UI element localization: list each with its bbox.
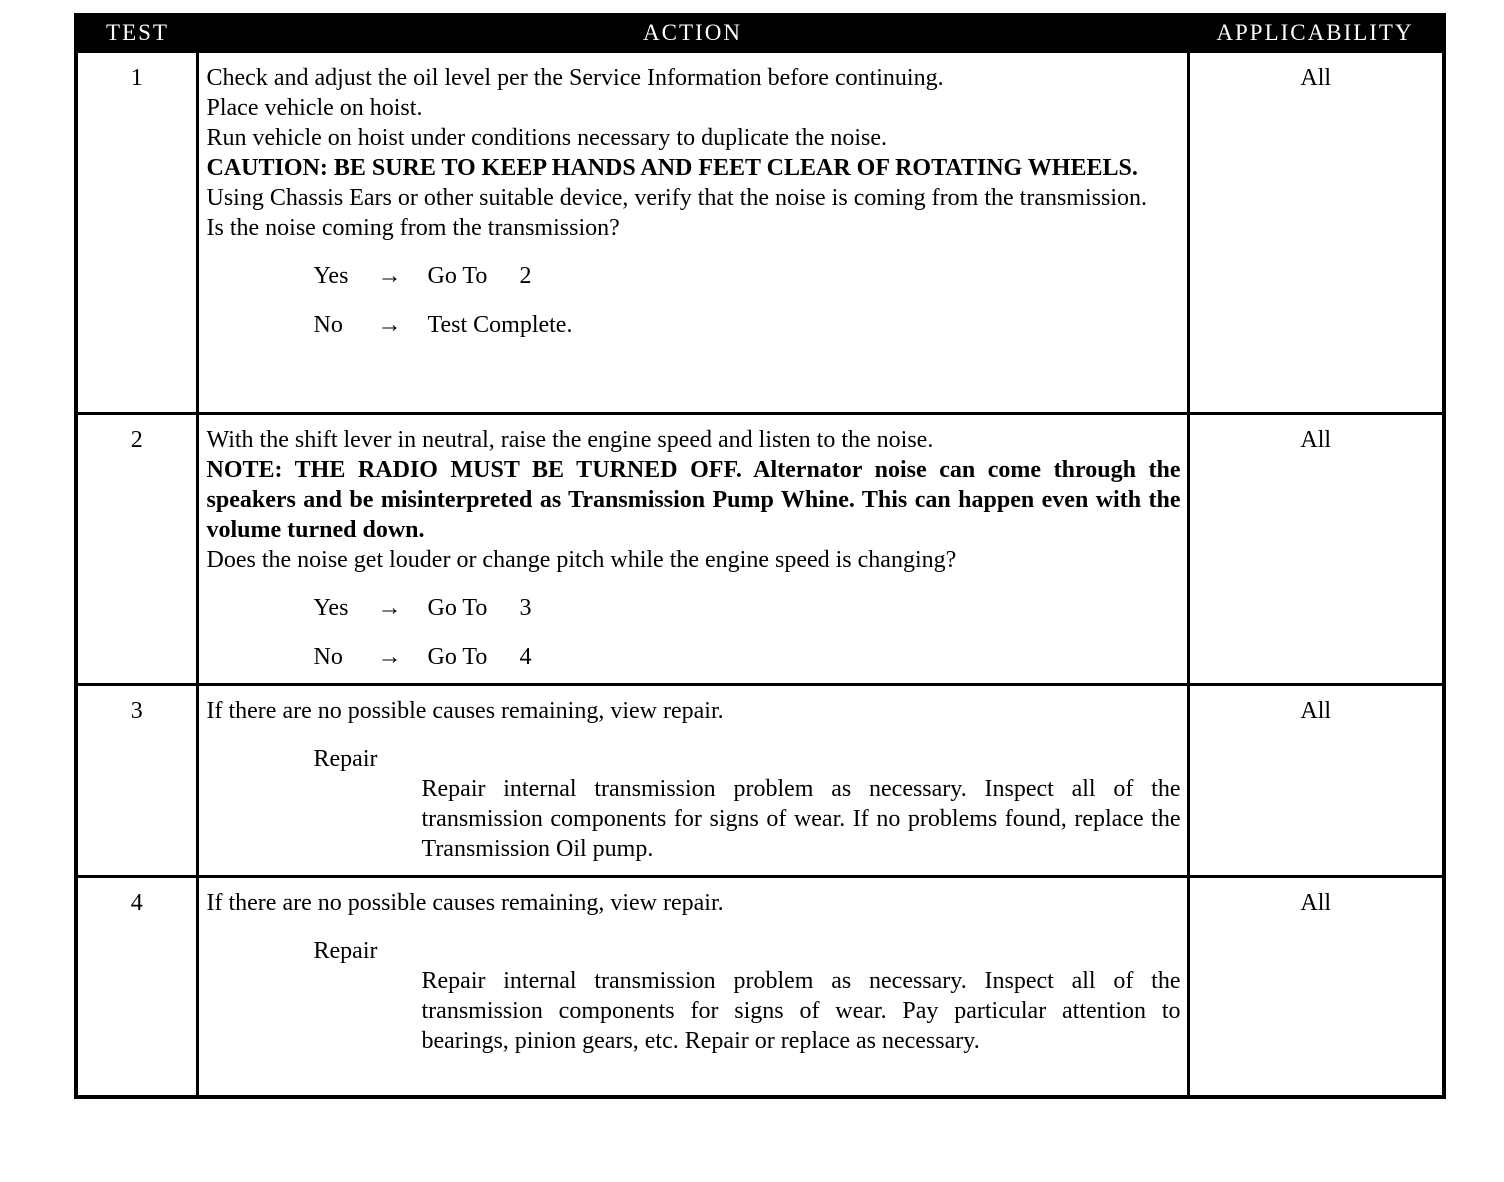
- branch-answer: No: [313, 312, 343, 338]
- branch-target: 2: [519, 263, 532, 289]
- arrow-right-icon: →: [377, 263, 402, 289]
- header-test: TEST: [76, 13, 197, 53]
- table-row: [76, 876, 1444, 1097]
- test-number: 1: [76, 53, 197, 413]
- action-line: Place vehicle on hoist.: [206, 95, 423, 121]
- action-line: Check and adjust the oil level per the Service Information before continuing.: [206, 65, 944, 91]
- applicability-cell: All: [1188, 684, 1444, 876]
- branch-yes: [314, 593, 1181, 623]
- branch-result: Test Complete.: [427, 312, 573, 338]
- arrow-right-icon: →: [377, 312, 402, 338]
- arrow-right-icon: →: [377, 594, 402, 621]
- header-action: ACTION: [197, 13, 1188, 53]
- branch-result: Go To: [427, 263, 488, 289]
- applicability-cell: All: [1188, 876, 1444, 1097]
- branch-target: 3: [519, 594, 532, 621]
- action-cell: [197, 413, 1188, 684]
- table-row: [76, 413, 1444, 684]
- action-line: Run vehicle on hoist under conditions necessary to duplicate the noise.: [206, 125, 888, 151]
- branch-no: [314, 310, 1181, 340]
- action-cell: [197, 53, 1188, 413]
- question-text: Does the noise get louder or change pitch while the engine speed is changing?: [206, 546, 957, 573]
- action-cell: [197, 876, 1188, 1097]
- arrow-right-icon: →: [377, 643, 402, 670]
- branch-yes: [314, 261, 1181, 291]
- test-number: 2: [76, 413, 197, 684]
- table-row: [76, 684, 1444, 876]
- branch-answer: Yes: [313, 263, 349, 289]
- test-number: 4: [76, 876, 197, 1097]
- repair-label: Repair: [313, 745, 378, 772]
- action-line: With the shift lever in neutral, raise the engine speed and listen to the noise.: [206, 426, 934, 453]
- branch-answer: Yes: [313, 594, 349, 621]
- branch-result: Go To: [427, 594, 488, 621]
- repair-text: Repair internal transmission problem as necessary. Inspect all of the transmission components for signs of wear. Pay particular attention to bearings, pinion gears, etc. Repair or replace as necessary.: [421, 967, 1181, 1054]
- branch-answer: No: [313, 643, 343, 670]
- table-row: [76, 53, 1444, 413]
- table-header: [76, 13, 1444, 53]
- branch-no: [314, 642, 1181, 672]
- applicability-cell: All: [1188, 413, 1444, 684]
- action-line: If there are no possible causes remaining, view repair.: [206, 697, 724, 724]
- branch-result: Go To: [427, 643, 488, 670]
- applicability-cell: All: [1188, 53, 1444, 413]
- action-line: If there are no possible causes remaining, view repair.: [206, 889, 724, 916]
- caution-text: CAUTION: BE SURE TO KEEP HANDS AND FEET CLEAR OF ROTATING WHEELS.: [206, 155, 1138, 181]
- test-number: 3: [76, 684, 197, 876]
- repair-label: Repair: [313, 937, 378, 964]
- action-line: Using Chassis Ears or other suitable device, verify that the noise is coming from the transmission.: [206, 185, 1147, 211]
- branch-target: 4: [519, 643, 532, 670]
- note-text: NOTE: THE RADIO MUST BE TURNED OFF. Alternator noise can come through the speakers and be misinterpreted as Transmission Pump Whine. This can happen even with the volume turned down.: [206, 456, 1181, 543]
- question-text: Is the noise coming from the transmission?: [206, 215, 620, 241]
- action-cell: [197, 684, 1188, 876]
- diagnostic-table: [74, 13, 1446, 1099]
- header-applicability: APPLICABILITY: [1188, 13, 1444, 53]
- repair-text: Repair internal transmission problem as necessary. Inspect all of the transmission components for signs of wear. If no problems found, replace the Transmission Oil pump.: [421, 775, 1181, 862]
